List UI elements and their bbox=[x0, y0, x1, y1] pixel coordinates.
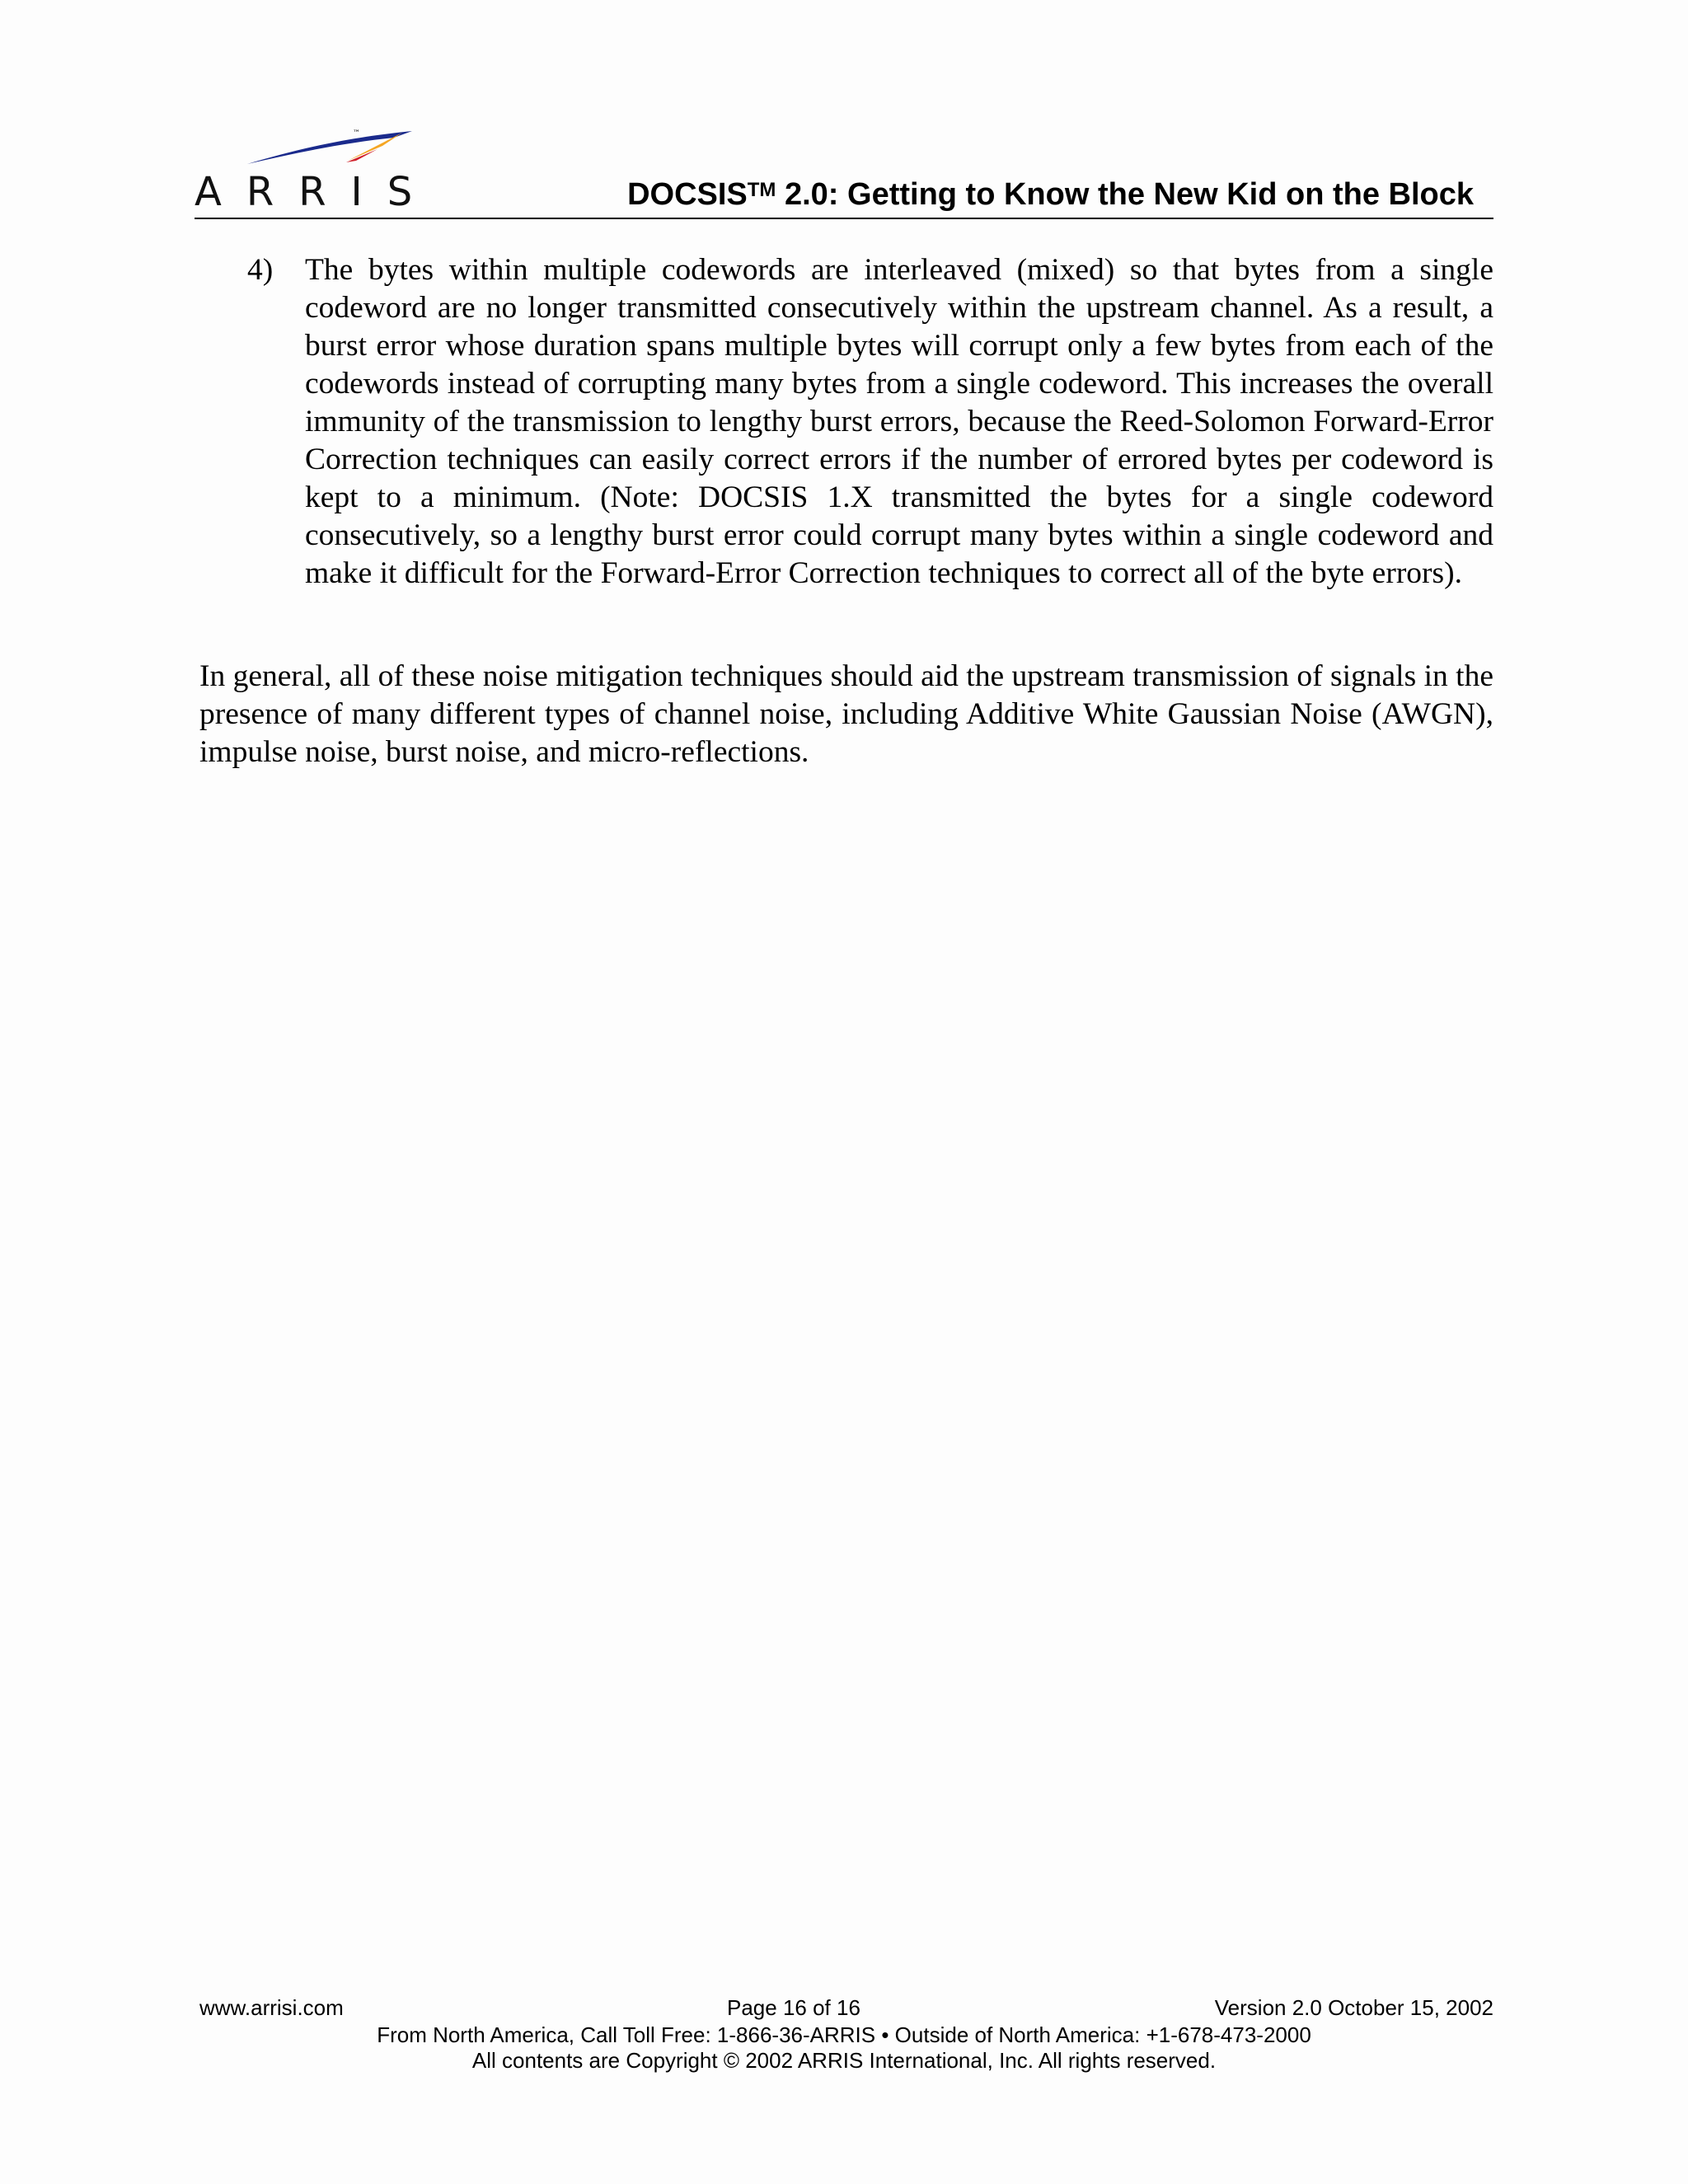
title-prefix: DOCSIS bbox=[627, 177, 748, 212]
arris-logo bbox=[195, 128, 438, 218]
list-item-text: The bytes within multiple codewords are interleaved (mixed) so that bytes from a single codeword are no longer transmitted consecutively within the upstream channel. As a result, a burst error whose duration spans multiple bytes will corrupt only a few bytes from each of the codewords instead of corrupting many bytes from a single codeword. This increases the overall immunity of the transmission to lengthy burst errors, because the Reed-Solomon Forward-Error Correction techniques can easily correct errors if the number of errored bytes per codeword is kept to a minimum. (Note: DOCSIS 1.X transmitted the bytes for a single codeword consecutively, so a lengthy burst error could corrupt many bytes within a single codeword and make it difficult for the Forward-Error Correction techniques to correct all of the byte errors). bbox=[305, 253, 1493, 590]
header-divider bbox=[195, 218, 1493, 219]
footer-page-number: Page 16 of 16 bbox=[727, 1995, 860, 2020]
footer-version: Version 2.0 October 15, 2002 bbox=[1214, 1995, 1493, 2020]
list-item-number: 4) bbox=[247, 253, 274, 287]
footer-contact: From North America, Call Toll Free: 1-866-36-ARRIS • Outside of North America: +1-678-473-2000 bbox=[377, 2022, 1311, 2047]
footer-meta-row bbox=[0, 1995, 1688, 2022]
list-item bbox=[247, 251, 1493, 593]
page-title bbox=[627, 177, 1474, 213]
footer-copyright: All contents are Copyright © 2002 ARRIS International, Inc. All rights reserved. bbox=[471, 2048, 1217, 2073]
logo-tm: ™ bbox=[353, 129, 360, 138]
body-paragraph: In general, all of these noise mitigation techniques should aid the upstream transmission of signals in the presence of many different types of channel noise, including Additive White Gaussian Noise (AWGN), impulse noise, burst noise, and micro-reflections. bbox=[199, 659, 1493, 769]
footer-website-link[interactable]: www.arrisi.com bbox=[199, 1995, 344, 2020]
logo-wordmark: ARRIS bbox=[195, 169, 438, 215]
title-suffix: 2.0: Getting to Know the New Kid on the Block bbox=[776, 177, 1474, 212]
title-trademark: TM bbox=[747, 179, 776, 201]
arris-swoosh-icon bbox=[247, 128, 420, 167]
